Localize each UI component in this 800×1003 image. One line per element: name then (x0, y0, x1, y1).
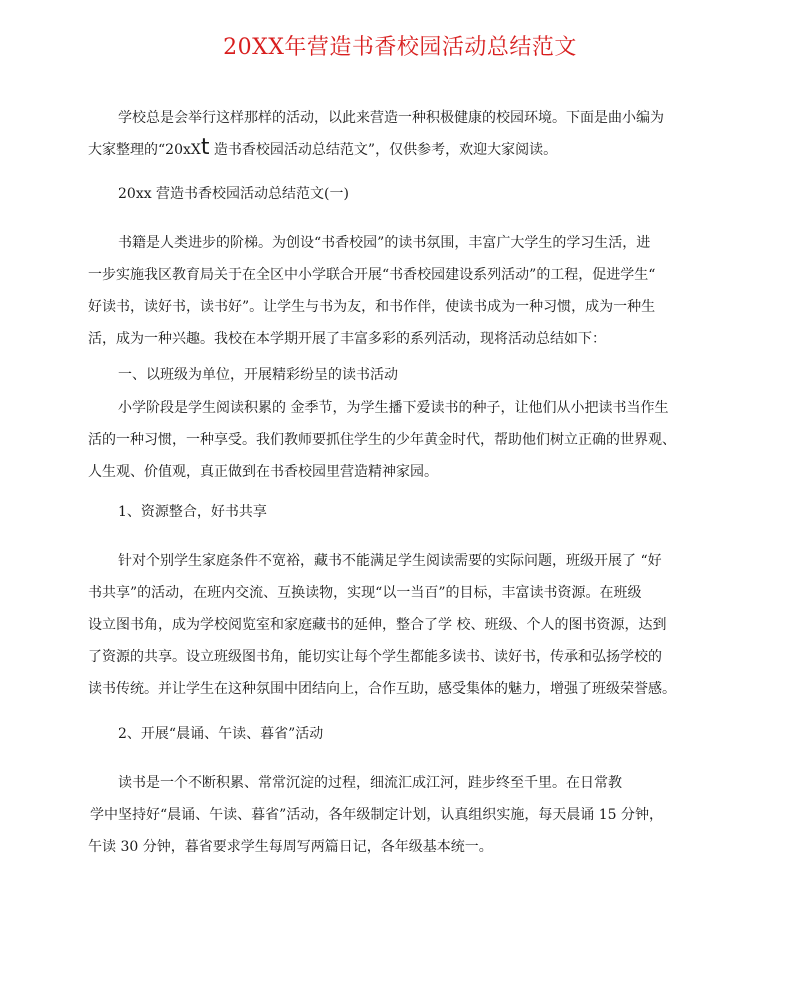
heading-2: 1、资源整合，好书共享 (118, 504, 267, 520)
paragraph-3 (88, 545, 720, 705)
heading-2-paragraph (88, 496, 720, 528)
paragraph-2-line: 小学阶段是学生阅读积累的 金季节，为学生播下爱读书的种子，让他们从小把读书当作生 (118, 400, 669, 416)
paragraph-3-line: 读书传统。并让学生在这种氛围中团结向上，合作互助，感受集体的魅力，增强了班级荣誉感。 (88, 681, 676, 697)
paragraph-4 (88, 767, 720, 863)
heading-1-paragraph (88, 359, 720, 391)
intro-line-2-t: t (200, 135, 210, 160)
document-title: 20XX年营造书香校园活动总结范文 (223, 35, 577, 60)
paragraph-3-line: 了资源的共享。设立班级图书角，能切实让每个学生都能多读书、读好书，传承和弘扬学校的 (88, 649, 662, 665)
paragraph-1-line: 书籍是人类进步的阶梯。为创设“书香校园”的读书氛围，丰富广大学生的学习生活，进 (118, 235, 651, 251)
heading-3: 2、开展“晨诵、午读、暮省”活动 (118, 726, 324, 742)
intro-line-2-pre: 大家整理的“20xX (88, 142, 201, 158)
paragraph-1 (88, 227, 720, 355)
paragraph-4-line: 午读 30 分钟，暮省要求学生每周写两篇日记，各年级基本统一。 (88, 839, 493, 855)
intro-line-2-post: 造书香校园活动总结范文”，仅供参考，欢迎大家阅读。 (209, 142, 558, 158)
paragraph-4-line: 学中坚持好“晨诵、午读、暮省”活动，各年级制定计划，认真组织实施，每天晨诵 15 分钟， (90, 807, 664, 823)
section-subtitle-paragraph (88, 178, 720, 210)
paragraph-2 (88, 392, 720, 488)
paragraph-1-line: 一步实施我区教育局关于在全区中小学联合开展“书香校园建设系列活动”的工程，促进学生“ (88, 267, 656, 283)
intro-paragraph (88, 102, 720, 166)
intro-line-1: 学校总是会举行这样那样的活动，以此来营造一种积极健康的校园环境。下面是曲小编为 (118, 110, 664, 126)
paragraph-3-line: 书共享”的活动，在班内交流、互换读物，实现“以一当百”的目标，丰富读书资源。在班级 (88, 585, 642, 601)
paragraph-4-line: 读书是一个不断积累、常常沉淀的过程，细流汇成江河，跬步终至千里。在日常教 (118, 775, 622, 791)
heading-1: 一、以班级为单位，开展精彩纷呈的读书活动 (118, 367, 398, 383)
paragraph-1-line: 好读书，读好书，读书好”。让学生与书为友，和书作伴，使读书成为一种习惯，成为一种生 (88, 299, 656, 315)
paragraph-3-line: 针对个别学生家庭条件不宽裕，藏书不能满足学生阅读需要的实际问题，班级开展了 “好 (118, 553, 662, 569)
paragraph-3-line: 设立图书角，成为学校阅览室和家庭藏书的延伸，整合了学 校、班级、个人的图书资源，达到 (88, 617, 667, 633)
intro-line-2 (88, 134, 720, 166)
heading-3-paragraph (88, 718, 720, 750)
paragraph-2-line: 人生观、价值观，真正做到在书香校园里营造精神家园。 (88, 464, 438, 480)
section-subtitle: 20xx 营造书香校园活动总结范文(一) (118, 186, 349, 202)
paragraph-2-line: 活的一种习惯，一种享受。我们教师要抓住学生的少年黄金时代，帮助他们树立正确的世界观、 (88, 432, 676, 448)
paragraph-1-line: 活，成为一种兴趣。我校在本学期开展了丰富多彩的系列活动，现将活动总结如下： (88, 331, 606, 347)
